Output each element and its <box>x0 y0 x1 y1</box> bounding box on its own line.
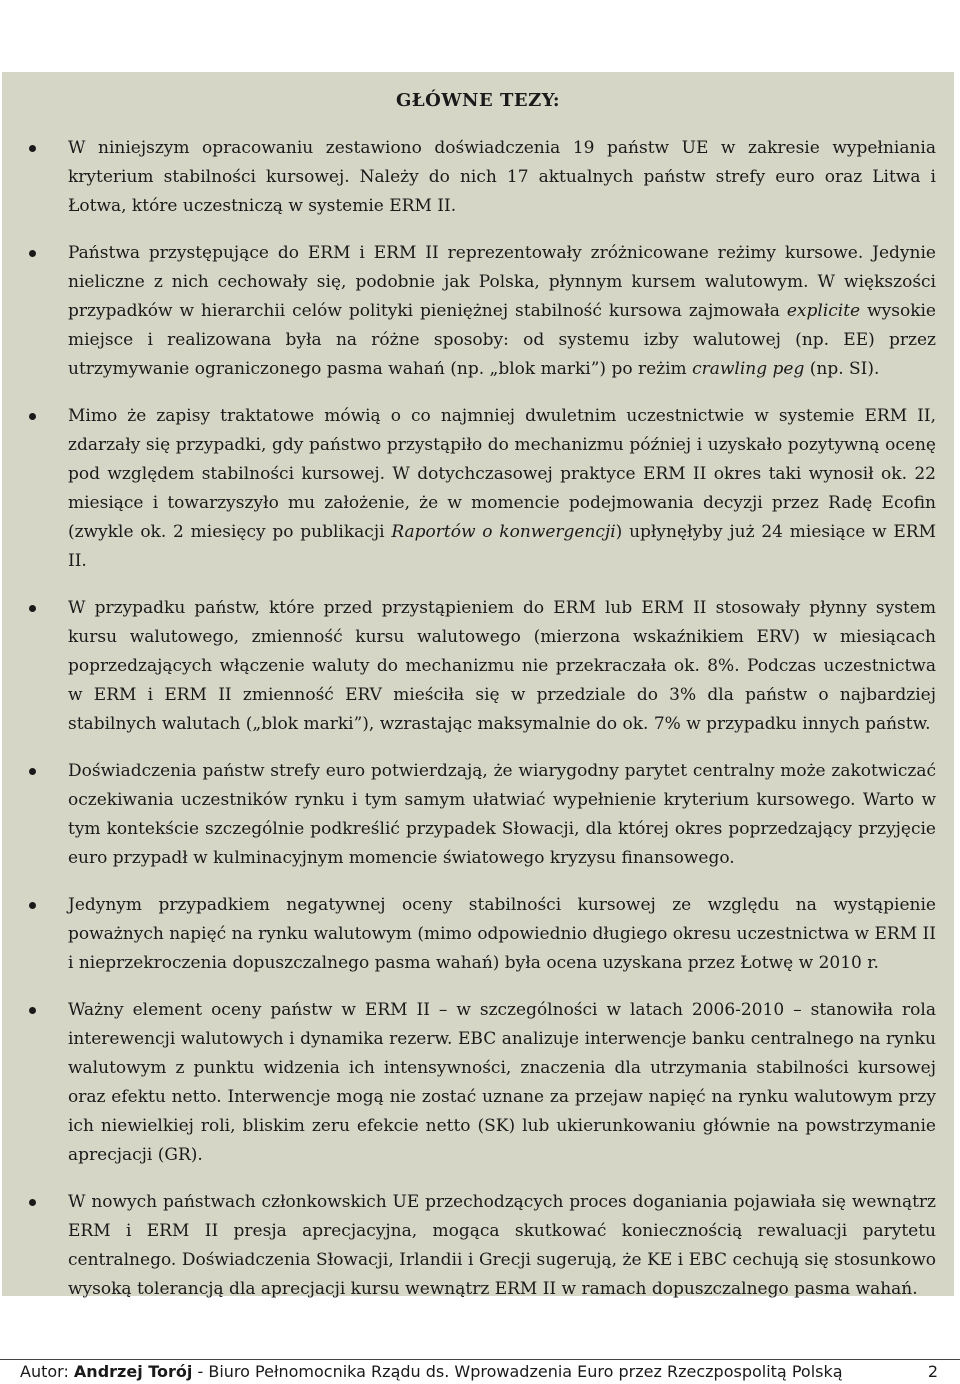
thesis-text: Doświadczenia państw strefy euro potwierdzają, że wiarygodny parytet centralny może zakotwiczać oczekiwania uczestników rynku i tym samym ułatwiać wypełnienie kryterium kursowego. Warto w tym kontekście szczególnie podkreślić przypadek Słowacji, dla której okres poprzedzający przyjęcie euro przypadł w kulminacyjnym momencie światowego kryzysu finansowego. <box>68 761 936 868</box>
page-number: 2 <box>927 1362 938 1381</box>
footer-prefix: Autor: <box>20 1362 74 1381</box>
thesis-text: W przypadku państw, które przed przystąpieniem do ERM lub ERM II stosowały płynny system kursu walutowego, zmienność kursu walutowego (mierzona wskaźnikiem ERV) w miesiącach poprzedzających włączenie waluty do mechanizmu nie przekraczała ok. 8%. Podczas uczestnictwa w ERM i ERM II zmienność ERV mieściła się w przedziale do 3% dla państw o najbardziej stabilnych walutach („blok marki”), wzrastając maksymalnie do ok. 7% w przypadku innych państw. <box>68 598 936 734</box>
thesis-item <box>68 134 936 221</box>
thesis-item <box>68 757 936 873</box>
thesis-text: Państwa przystępujące do ERM i ERM II reprezentowały zróżnicowane reżimy kursowe. Jedynie nieliczne z nich cechowały się, podobnie jak Polska, płynnym kursem walutowym. W większości przypadków w hierarchii celów polityki pieniężnej stabilność kursowa zajmowała <box>68 243 936 321</box>
thesis-text: (np. SI). <box>804 359 880 379</box>
thesis-text: Mimo że zapisy traktatowe mówią o co najmniej dwuletnim uczestnictwie w systemie ERM II, zdarzały się przypadki, gdy państwo przystąpiło do mechanizmu później i uzyskało pozytywną ocenę pod względem stabilności kursowej. W dotychczasowej praktyce ERM II okres taki wynosił ok. 22 miesiące i towarzyszyło mu założenie, że w momencie podejmowania decyzji przez Radę Ecofin (zwykle ok. 2 miesięcy po publikacji <box>68 406 936 542</box>
bullet-icon <box>29 413 36 420</box>
thesis-italic-text: crawling peg <box>692 359 805 379</box>
bullet-icon <box>29 1199 36 1206</box>
bullet-icon <box>29 605 36 612</box>
bullet-icon <box>29 902 36 909</box>
bullet-icon <box>29 768 36 775</box>
thesis-list <box>2 134 954 1322</box>
thesis-italic-text: Raportów o konwergencji <box>391 522 616 542</box>
thesis-item <box>68 996 936 1170</box>
page-footer <box>0 1359 960 1384</box>
bullet-icon <box>29 145 36 152</box>
thesis-text: wysokie miejsce i realizowana była na różne sposoby: od systemu izby walutowej (np. EE) przez utrzymywanie ograniczonego pasma wahań (np. „blok marki”) po reżim <box>68 301 936 379</box>
thesis-text: Ważny element oceny państw w ERM II – w szczególności w latach 2006-2010 – stanowiła rola interewencji walutowych i dynamika rezerw. EBC analizuje interwencje banku centralnego na rynku walutowym z punktu widzenia ich intensywności, znaczenia dla utrzymania stabilności kursowej oraz efektu netto. Interwencje mogą nie zostać uznane za przejaw napięć na rynku walutowym przy ich niewielkiej roli, bliskim zeru efekcie netto (SK) lub ukierunkowaniu głównie na powstrzymanie aprecjacji (GR). <box>68 1000 936 1165</box>
footer-author: Andrzej Torój <box>73 1362 193 1381</box>
thesis-text: Jedynym przypadkiem negatywnej oceny stabilności kursowej ze względu na wystąpienie poważnych napięć na rynku walutowym (mimo odpowiednio długiego okresu uczestnictwa w ERM II i nieprzekroczenia dopuszczalnego pasma wahań) była ocena uzyskana przez Łotwę w 2010 r. <box>68 895 936 973</box>
thesis-item <box>68 402 936 576</box>
thesis-item <box>68 239 936 384</box>
thesis-item <box>68 1188 936 1304</box>
thesis-item <box>68 891 936 978</box>
thesis-text: W niniejszym opracowaniu zestawiono doświadczenia 19 państw UE w zakresie wypełniania kryterium stabilności kursowej. Należy do nich 17 aktualnych państw strefy euro oraz Litwa i Łotwa, które uczestniczą w systemie ERM II. <box>68 138 936 216</box>
footer-suffix: - Biuro Pełnomocnika Rządu ds. Wprowadzenia Euro przez Rzeczpospolitą Polską <box>192 1362 843 1381</box>
footer-text <box>20 1362 843 1381</box>
thesis-text: ) upłynęłyby już 24 miesiące w ERM II. <box>68 522 936 571</box>
thesis-italic-text: explicite <box>786 301 861 321</box>
bullet-icon <box>29 1007 36 1014</box>
box-title: GŁÓWNE TEZY: <box>395 90 560 111</box>
bullet-icon <box>29 250 36 257</box>
thesis-text: W nowych państwach członkowskich UE przechodzących proces doganiania pojawiała się wewnątrz ERM i ERM II presja aprecjacyjna, mogąca skutkować koniecznością rewaluacji parytetu centralnego. Doświadczenia Słowacji, Irlandii i Grecji sugerują, że KE i EBC cechują się stosunkowo wysoką tolerancją dla aprecjacji kursu wewnątrz ERM II w ramach dopuszczalnego pasma wahań. <box>68 1192 936 1299</box>
thesis-item <box>68 594 936 739</box>
theses-box <box>2 72 954 1299</box>
